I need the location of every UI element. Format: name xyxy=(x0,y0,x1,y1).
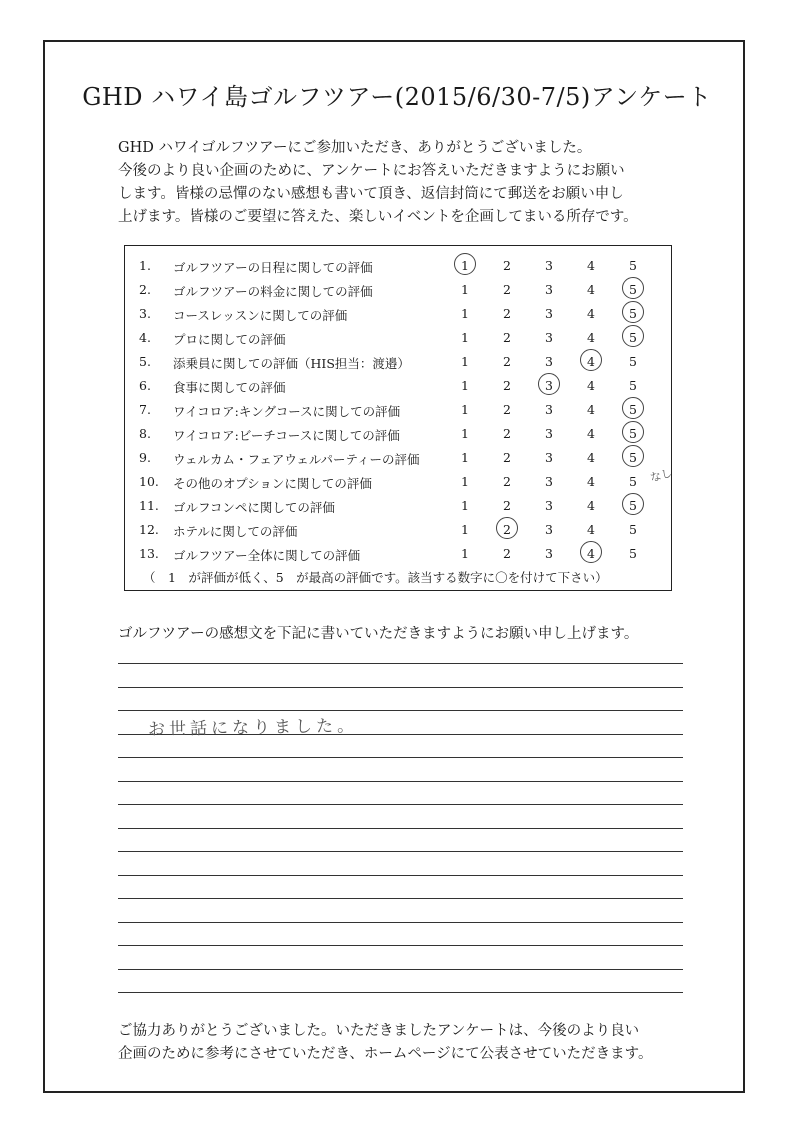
rating-option-5[interactable]: 5 xyxy=(629,474,637,489)
rating-row xyxy=(125,350,673,374)
question-number: 6. xyxy=(139,378,151,393)
rating-option-2[interactable]: 2 xyxy=(503,306,511,321)
rating-row xyxy=(125,326,673,350)
rating-option-3[interactable]: 3 xyxy=(545,258,553,273)
page-title: GHD ハワイ島ゴルフツアー(2015/6/30-7/5)アンケート xyxy=(82,83,712,111)
rating-option-1[interactable]: 1 xyxy=(461,282,469,297)
rating-row xyxy=(125,278,673,302)
rating-option-1[interactable]: 1 xyxy=(461,426,469,441)
handwritten-comment[interactable]: お世話になりました。 xyxy=(147,716,359,740)
rating-option-3[interactable]: 3 xyxy=(545,354,553,369)
rating-option-4[interactable]: 4 xyxy=(587,306,595,321)
rating-option-5[interactable]: 5 xyxy=(629,258,637,273)
rating-option-3[interactable]: 3 xyxy=(545,426,553,441)
question-label: ワイコロア:キングコースに関しての評価 xyxy=(173,404,401,419)
rating-option-4[interactable]: 4 xyxy=(587,330,595,345)
rating-option-4[interactable]: 4 xyxy=(587,402,595,417)
rating-option-1[interactable]: 1 xyxy=(461,474,469,489)
rating-option-4[interactable]: 4 xyxy=(587,474,595,489)
rating-option-2[interactable]: 2 xyxy=(503,522,511,537)
question-number: 7. xyxy=(139,402,151,417)
rating-option-5[interactable]: 5 xyxy=(629,522,637,537)
intro-line: 上げます。皆様のご要望に答えた、楽しいイベントを企画してまいる所存です。 xyxy=(118,209,638,225)
selected-circle xyxy=(622,325,644,347)
question-label: プロに関しての評価 xyxy=(173,332,286,347)
rating-option-3[interactable]: 3 xyxy=(545,546,553,561)
rating-option-4[interactable]: 4 xyxy=(587,426,595,441)
ruled-line xyxy=(118,945,683,946)
rating-option-2[interactable]: 2 xyxy=(503,330,511,345)
question-number: 10. xyxy=(139,474,159,489)
rating-option-2[interactable]: 2 xyxy=(503,258,511,273)
question-label: その他のオプションに関しての評価 xyxy=(173,476,372,491)
ruled-line xyxy=(118,757,683,758)
rating-option-3[interactable]: 3 xyxy=(545,378,553,393)
rating-option-4[interactable]: 4 xyxy=(587,378,595,393)
rating-option-2[interactable]: 2 xyxy=(503,378,511,393)
rating-option-2[interactable]: 2 xyxy=(503,546,511,561)
question-number: 9. xyxy=(139,450,151,465)
question-label: ウェルカム・フェアウェルパーティーの評価 xyxy=(173,452,420,467)
rating-option-3[interactable]: 3 xyxy=(545,522,553,537)
rating-option-4[interactable]: 4 xyxy=(587,282,595,297)
rating-option-5[interactable]: 5 xyxy=(629,282,637,297)
rating-option-4[interactable]: 4 xyxy=(587,258,595,273)
intro-line: GHD ハワイゴルフツアーにご参加いただき、ありがとうございました。 xyxy=(118,140,592,156)
question-label: ゴルフツアーの料金に関しての評価 xyxy=(173,284,373,299)
selected-circle xyxy=(496,517,518,539)
ruled-line xyxy=(118,898,683,899)
question-label: ワイコロア:ビーチコースに関しての評価 xyxy=(173,428,400,443)
ruled-line xyxy=(118,710,683,711)
intro-line: 今後のより良い企画のために、アンケートにお答えいただきますようにお願い xyxy=(118,163,625,179)
rating-option-1[interactable]: 1 xyxy=(461,498,469,513)
rating-option-1[interactable]: 1 xyxy=(461,354,469,369)
rating-option-5[interactable]: 5 xyxy=(629,546,637,561)
footer-line: 企画のために参考にさせていただき、ホームページにて公表させていただきます。 xyxy=(118,1046,653,1062)
rating-row xyxy=(125,542,673,566)
rating-option-5[interactable]: 5 xyxy=(629,378,637,393)
rating-option-4[interactable]: 4 xyxy=(587,450,595,465)
question-number: 2. xyxy=(139,282,151,297)
ruled-line xyxy=(118,687,683,688)
ruled-line xyxy=(118,663,683,664)
question-number: 1. xyxy=(139,258,151,273)
question-label: ゴルフコンペに関しての評価 xyxy=(173,500,335,515)
rating-option-3[interactable]: 3 xyxy=(545,306,553,321)
rating-option-5[interactable]: 5 xyxy=(629,330,637,345)
footer-line: ご協力ありがとうございました。いただきましたアンケートは、今後のより良い xyxy=(118,1023,640,1039)
question-label: ゴルフツアー全体に関しての評価 xyxy=(173,548,361,563)
rating-option-2[interactable]: 2 xyxy=(503,498,511,513)
ruled-line xyxy=(118,781,683,782)
ruled-line xyxy=(118,851,683,852)
rating-option-4[interactable]: 4 xyxy=(587,498,595,513)
question-number: 12. xyxy=(139,522,159,537)
ruled-line xyxy=(118,875,683,876)
rating-option-5[interactable]: 5 xyxy=(629,306,637,321)
ruled-line xyxy=(118,922,683,923)
question-label: コースレッスンに関しての評価 xyxy=(173,308,348,323)
rating-option-5[interactable]: 5 xyxy=(629,354,637,369)
comment-prompt: ゴルフツアーの感想文を下記に書いていただきますようにお願い申し上げます。 xyxy=(118,626,639,642)
rating-row xyxy=(125,518,673,542)
rating-row xyxy=(125,422,673,446)
rating-option-3[interactable]: 3 xyxy=(545,498,553,513)
selected-circle xyxy=(580,541,602,563)
rating-option-5[interactable]: 5 xyxy=(629,498,637,513)
rating-option-1[interactable]: 1 xyxy=(461,258,469,273)
selected-circle xyxy=(622,301,644,323)
rating-option-1[interactable]: 1 xyxy=(461,402,469,417)
rating-row xyxy=(125,374,673,398)
rating-option-4[interactable]: 4 xyxy=(587,522,595,537)
selected-circle xyxy=(622,445,644,467)
question-label: ゴルフツアーの日程に関しての評価 xyxy=(173,260,373,275)
rating-row xyxy=(125,494,673,518)
rating-option-1[interactable]: 1 xyxy=(461,330,469,345)
rating-option-2[interactable]: 2 xyxy=(503,450,511,465)
rating-option-1[interactable]: 1 xyxy=(461,378,469,393)
rating-option-1[interactable]: 1 xyxy=(461,306,469,321)
rating-option-3[interactable]: 3 xyxy=(545,450,553,465)
selected-circle xyxy=(622,277,644,299)
rating-option-2[interactable]: 2 xyxy=(503,474,511,489)
rating-option-3[interactable]: 3 xyxy=(545,330,553,345)
ruled-line xyxy=(118,992,683,993)
selected-circle xyxy=(622,397,644,419)
rating-option-1[interactable]: 1 xyxy=(461,522,469,537)
rating-option-2[interactable]: 2 xyxy=(503,354,511,369)
rating-option-5[interactable]: 5 xyxy=(629,426,637,441)
selected-circle xyxy=(622,493,644,515)
rating-option-1[interactable]: 1 xyxy=(461,450,469,465)
selected-circle xyxy=(454,253,476,275)
ruled-line xyxy=(118,804,683,805)
rating-option-2[interactable]: 2 xyxy=(503,402,511,417)
selected-circle xyxy=(538,373,560,395)
selected-circle xyxy=(622,421,644,443)
rating-row xyxy=(125,470,673,494)
question-label: ホテルに関しての評価 xyxy=(173,524,298,539)
ruled-line xyxy=(118,828,683,829)
rating-option-2[interactable]: 2 xyxy=(503,282,511,297)
question-number: 4. xyxy=(139,330,151,345)
question-label: 添乗員に関しての評価（HIS担当：渡邉） xyxy=(173,356,410,371)
question-label: 食事に関しての評価 xyxy=(173,380,286,395)
question-number: 13. xyxy=(139,546,159,561)
ruled-line xyxy=(118,969,683,970)
rating-option-3[interactable]: 3 xyxy=(545,282,553,297)
footer-message xyxy=(118,1020,718,1066)
rating-row xyxy=(125,302,673,326)
rating-option-4[interactable]: 4 xyxy=(587,354,595,369)
rating-table xyxy=(124,245,672,591)
rating-option-3[interactable]: 3 xyxy=(545,474,553,489)
rating-row xyxy=(125,254,673,278)
rating-option-1[interactable]: 1 xyxy=(461,546,469,561)
question-number: 8. xyxy=(139,426,151,441)
question-number: 11. xyxy=(139,498,159,513)
rating-row xyxy=(125,398,673,422)
rating-option-4[interactable]: 4 xyxy=(587,546,595,561)
intro-paragraph xyxy=(118,137,688,229)
rating-option-2[interactable]: 2 xyxy=(503,426,511,441)
selected-circle xyxy=(580,349,602,371)
scale-note: （ 1 が評価が低く、5 が最高の評価です。該当する数字に〇を付けて下さい） xyxy=(143,570,608,585)
rating-option-3[interactable]: 3 xyxy=(545,402,553,417)
rating-option-5[interactable]: 5 xyxy=(629,450,637,465)
handwritten-note-none: なし xyxy=(648,466,674,485)
rating-option-5[interactable]: 5 xyxy=(629,402,637,417)
question-number: 5. xyxy=(139,354,151,369)
question-number: 3. xyxy=(139,306,151,321)
intro-line: します。皆様の忌憚のない感想も書いて頂き、返信封筒にて郵送をお願い申し xyxy=(118,186,624,202)
rating-row xyxy=(125,446,673,470)
